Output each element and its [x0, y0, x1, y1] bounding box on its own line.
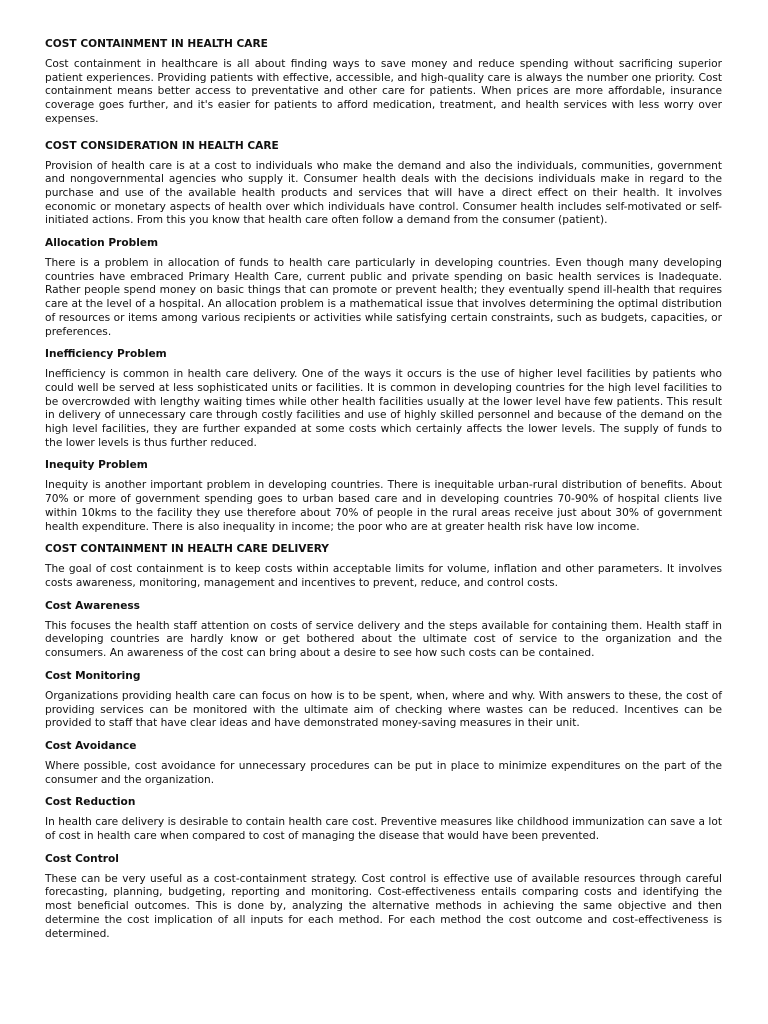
section-heading: Cost Monitoring	[45, 669, 141, 682]
section-paragraph: Where possible, cost avoidance for unnecessary procedures can be put in place to minimize expenditures on the part of the consumer and the organization.	[45, 759, 722, 786]
document-page	[45, 37, 722, 949]
section-paragraph: Inequity is another important problem in developing countries. There is inequitable urban-rural distribution of benefits. About 70% or more of government spending goes to urban based care and in developing countries 70-90% of hospital clients live within 10kms to the facility they use therefore about 70% of people in the rural areas receive just about 30% of government health expenditure. There is also inequality in income; the poor who are at greater health risk have low income.	[45, 479, 722, 533]
section-paragraph: There is a problem in allocation of funds to health care particularly in developing countries. Even though many developing countries have embraced Primary Health Care, current public and private spending on basic health services is Inadequate. Rather people spend money on basic things that can promote or prevent health; they eventually spend ill-health that requires care at the level of a hospital. An allocation problem is a mathematical issue that involves determining the optimal distribution of resources or items among various recipients or activities while satisfying certain constraints, such as budgets, capacities, or preferences.	[45, 257, 722, 338]
section-cost-awareness	[45, 599, 722, 661]
section-paragraph: Organizations providing health care can focus on how is to be spent, when, where and why. With answers to these, the cost of providing services can be monitored with the ultimate aim of checking where wastes can be reduced. Incentives can be provided to staff that have clear ideas and have demonstrated money-saving measures in their unit.	[45, 689, 722, 730]
section-heading: Inequity Problem	[45, 459, 148, 472]
section-paragraph: This focuses the health staff attention on costs of service delivery and the steps available for containing them. Health staff in developing countries are hardly know or get bothered about the ultimate cost of service to the organization and the consumers. An awareness of the cost can bring about a desire to see how such costs can be contained.	[45, 619, 722, 660]
section-allocation-problem	[45, 236, 722, 339]
section-cost-monitoring	[45, 669, 722, 731]
section-inequity-problem	[45, 458, 722, 534]
section-paragraph: Cost containment in healthcare is all about finding ways to save money and reduce spending without sacrificing superior patient experiences. Providing patients with effective, accessible, and high-quality care is always the number one priority. Cost containment means better access to preventative and other care for patients. When prices are more affordable, insurance coverage goes further, and it's easier for patients to afford medication, treatment, and health services with less worry over expenses.	[45, 58, 722, 125]
section-cost-reduction	[45, 795, 722, 843]
section-cost-control	[45, 852, 722, 942]
section-heading: Cost Awareness	[45, 599, 140, 612]
section-paragraph: In health care delivery is desirable to contain health care cost. Preventive measures like childhood immunization can save a lot of cost in health care when compared to cost of managing the disease that would have been prevented.	[45, 816, 722, 843]
section-paragraph: Provision of health care is at a cost to individuals who make the demand and also the individuals, communities, government and nongovernmental agencies who supply it. Consumer health deals with the decisions individuals make in regard to the purchase and use of the available health products and services that will have a direct effect on their health. It involves economic or monetary aspects of health over which individuals have control. Consumer health includes self-motivated or self-initiated actions. From this you know that health care often follow a demand from the consumer (patient).	[45, 159, 722, 227]
section-heading: COST CONTAINMENT IN HEALTH CARE DELIVERY	[45, 543, 329, 556]
section-heading: Inefficiency Problem	[45, 348, 167, 361]
section-heading: COST CONTAINMENT IN HEALTH CARE	[45, 38, 268, 50]
section-inefficiency-problem	[45, 347, 722, 450]
section-heading: Cost Reduction	[45, 796, 136, 809]
section-cost-consideration	[45, 139, 722, 229]
section-heading: Cost Control	[45, 852, 119, 865]
section-heading: Allocation Problem	[45, 237, 159, 250]
section-paragraph: These can be very useful as a cost-containment strategy. Cost control is effective use of available resources through careful forecasting, planning, budgeting, reporting and monitoring. Cost-effectiveness entails comparing costs and identifying the most beneficial outcomes. This is done by, analyzing the alternative methods in achieving the same objective and then determine the cost implication of all inputs for each method. For each method the cost outcome and cost-effectiveness is determined.	[45, 872, 722, 940]
section-heading: COST CONSIDERATION IN HEALTH CARE	[45, 139, 279, 152]
section-cost-avoidance	[45, 739, 722, 787]
section-cost-containment	[45, 37, 722, 127]
section-heading: Cost Avoidance	[45, 739, 137, 752]
section-paragraph: Inefficiency is common in health care delivery. One of the ways it occurs is the use of higher level facilities by patients who could well be served at less sophisticated units or facilities. It is common in developing countries for the high level facilities to be overcrowded with lengthy waiting times while other health facilities usually at the lower level have few patients. This result in delivery of unnecessary care through costly facilities and use of highly skilled personnel and because of the demand on the high level facilities, they are further expanded at some costs which certainly affects the lower levels. The supply of funds to the lower levels is thus further reduced.	[45, 368, 722, 449]
section-cost-containment-delivery	[45, 542, 722, 590]
section-paragraph: The goal of cost containment is to keep costs within acceptable limits for volume, inflation and other parameters. It involves costs awareness, monitoring, management and incentives to prevent, reduce, and control costs.	[45, 563, 722, 589]
